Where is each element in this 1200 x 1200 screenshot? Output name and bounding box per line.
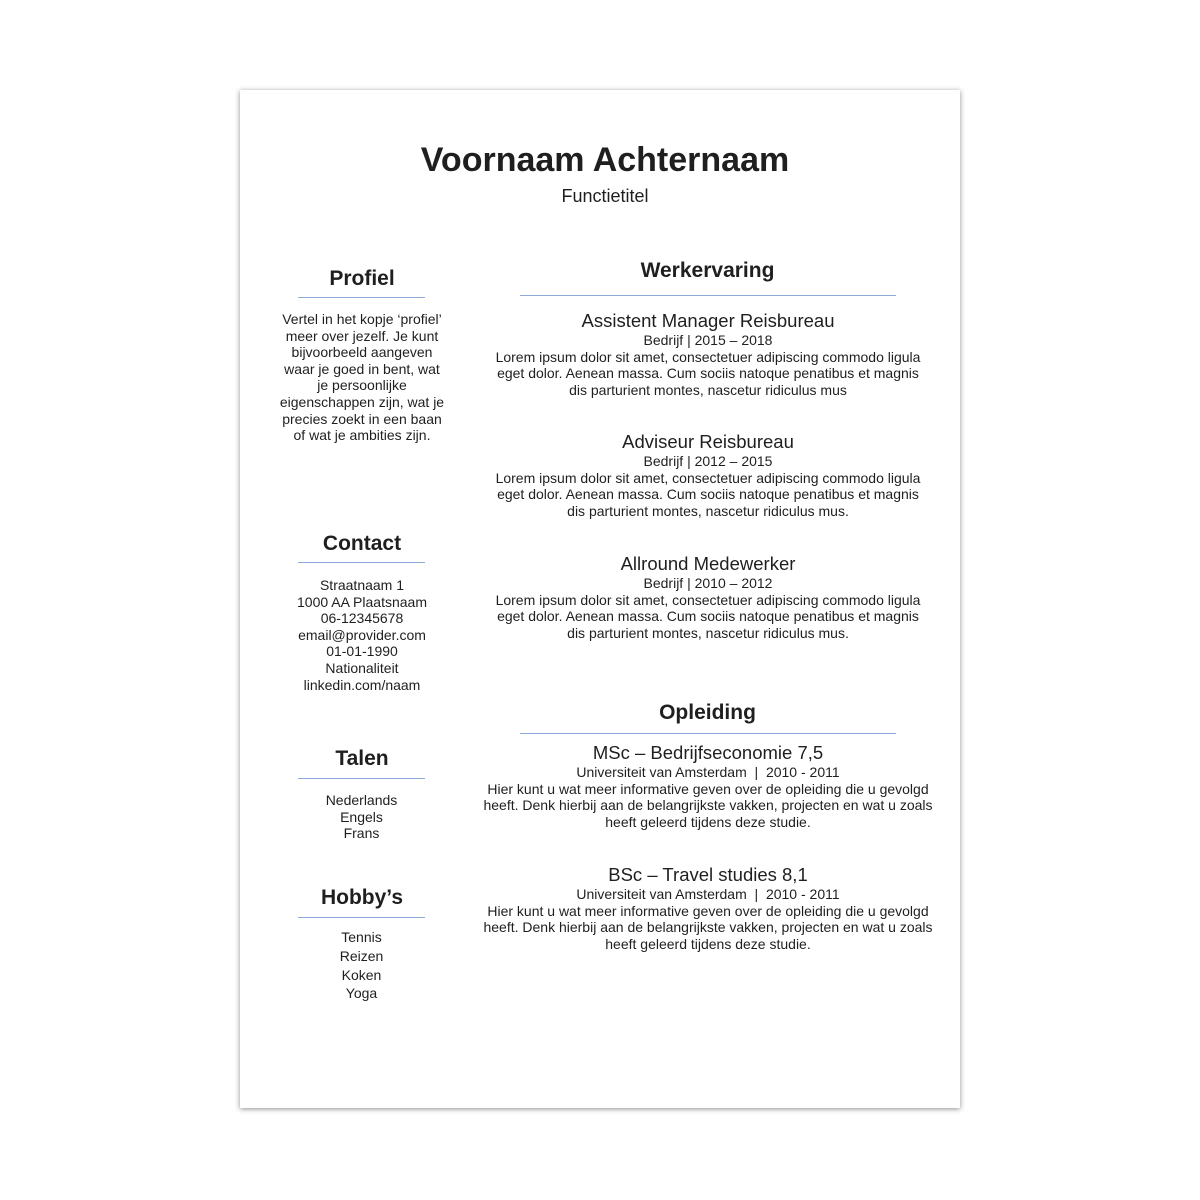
job-entry-title: Allround Medewerker	[620, 553, 796, 574]
languages-divider	[298, 778, 425, 779]
hobby-item: Koken	[341, 966, 382, 983]
job-entry-title: Adviseur Reisbureau	[622, 431, 794, 452]
profile-text: Vertel in het kopje ‘profiel’ meer over jezelf. Je kunt bijvoorbeeld aangeven waar je goed in bent, wat je persoonlijke eigenschappen zijn, wat je precies zoekt in een baan of wat je ambities zijn.	[279, 311, 445, 444]
education-entry-description: Hier kunt u wat meer informative geven over de opleiding die u gevolgd heeft. Denk hierbij aan de belangrijkste vakken, projecten en wat u zoals heeft geleerd tijdens deze studie.	[483, 780, 933, 830]
contact-birthdate: 01-01-1990	[326, 643, 398, 660]
hobby-item: Reizen	[339, 947, 384, 964]
job-entry	[488, 310, 928, 398]
job-entry	[488, 431, 928, 519]
contact-address: Straatnaam 1	[319, 577, 405, 593]
contact-email: email@provider.com	[298, 626, 426, 643]
education-entry-title: BSc – Travel studies 8,1	[608, 864, 808, 885]
language-item: Nederlands	[325, 792, 398, 808]
hobbies-heading: Hobby’s	[320, 886, 404, 909]
contact-city: 1000 AA Plaatsnaam	[297, 593, 427, 610]
hobbies-divider	[298, 917, 425, 918]
experience-divider	[520, 295, 896, 296]
language-item: Frans	[343, 825, 380, 842]
education-entry	[483, 742, 933, 830]
contact-divider	[298, 562, 425, 563]
job-entry-description: Lorem ipsum dolor sit amet, consectetuer adipiscing commodo ligula eget dolor. Aenean massa. Cum sociis natoque penatibus et magnis dis parturient montes, nascetur ridiculus mus	[495, 348, 921, 398]
job-entry-description: Lorem ipsum dolor sit amet, consectetuer adipiscing commodo ligula eget dolor. Aenean massa. Cum sociis natoque penatibus et magnis dis parturient montes, nascetur ridiculus mus.	[495, 469, 921, 519]
job-entry-company: Bedrijf | 2015 – 2018	[643, 332, 773, 348]
contact-phone: 06-12345678	[320, 610, 404, 627]
languages-list	[298, 792, 425, 842]
job-entry-company: Bedrijf | 2012 – 2015	[643, 453, 773, 469]
person-name: Voornaam Achternaam	[420, 141, 790, 179]
education-entry-description: Hier kunt u wat meer informative geven over de opleiding die u gevolgd heeft. Denk hierbij aan de belangrijkste vakken, projecten en wat u zoals heeft geleerd tijdens deze studie.	[483, 902, 933, 952]
education-entry	[483, 864, 933, 952]
job-title: Functietitel	[561, 186, 649, 206]
language-item: Engels	[340, 808, 383, 825]
job-entry-company: Bedrijf | 2010 – 2012	[643, 575, 773, 591]
profile-divider	[298, 297, 425, 298]
job-entry	[488, 553, 928, 641]
hobby-item: Tennis	[341, 929, 382, 945]
cv-page	[240, 90, 960, 1108]
education-heading: Opleiding	[659, 701, 756, 724]
job-entry-title: Assistent Manager Reisbureau	[581, 310, 835, 331]
contact-list	[278, 577, 446, 693]
hobbies-list	[298, 928, 425, 1003]
hobby-item: Yoga	[345, 985, 378, 1002]
job-entry-description: Lorem ipsum dolor sit amet, consectetuer adipiscing commodo ligula eget dolor. Aenean massa. Cum sociis natoque penatibus et magnis dis parturient montes, nascetur ridiculus mus.	[495, 591, 921, 641]
education-divider	[520, 733, 896, 734]
profile-heading: Profiel	[329, 267, 395, 290]
contact-nationality: Nationaliteit	[325, 659, 399, 676]
education-entry-school: Universiteit van Amsterdam | 2010 - 2011	[576, 886, 840, 902]
languages-heading: Talen	[335, 747, 389, 770]
contact-heading: Contact	[322, 532, 402, 555]
education-entry-title: MSc – Bedrijfseconomie 7,5	[592, 742, 824, 763]
education-entry-school: Universiteit van Amsterdam | 2010 - 2011	[576, 764, 840, 780]
contact-linkedin: linkedin.com/naam	[303, 676, 421, 693]
experience-heading: Werkervaring	[640, 259, 775, 282]
